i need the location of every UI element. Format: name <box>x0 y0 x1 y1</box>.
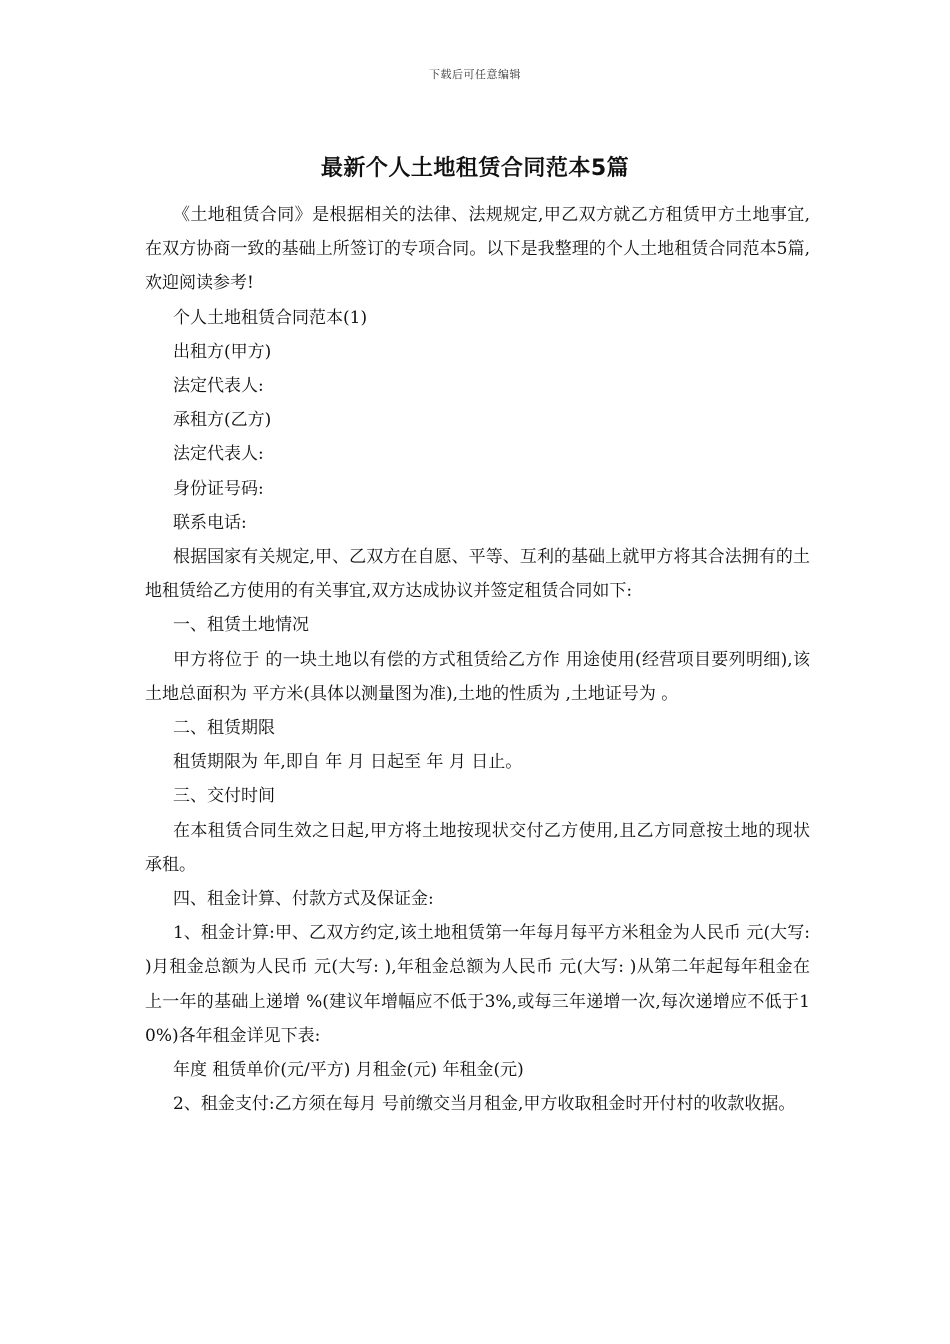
section-heading-delivery: 三、交付时间 <box>173 786 275 807</box>
lessor-line: 出租方(甲方) <box>173 341 272 362</box>
id-number-line: 身份证号码: <box>173 478 264 499</box>
agreement-preamble: 根据国家有关规定,甲、乙双方在自愿、平等、互利的基础上就甲方将其合法拥有的土地租赁给乙方使用的有关事宜,双方达成协议并签定租赁合同如下: <box>145 547 810 602</box>
land-description-paragraph: 甲方将位于 的一块土地以有偿的方式租赁给乙方作 用途使用(经营项目要列明细),该土地总面积为 平方米(具体以测量图为准),土地的性质为 ,土地证号为 。 <box>145 649 810 704</box>
delivery-paragraph: 在本租赁合同生效之日起,甲方将土地按现状交付乙方使用,且乙方同意按土地的现状承租。 <box>145 820 810 875</box>
page-header-note: 下载后可任意编辑 <box>429 68 521 81</box>
document-title: 最新个人土地租赁合同范本5篇 <box>320 156 630 181</box>
lessor-representative-line: 法定代表人: <box>173 376 264 397</box>
section-heading-land: 一、租赁土地情况 <box>173 615 309 636</box>
intro-paragraph: 《土地租赁合同》是根据相关的法律、法规规定,甲乙双方就乙方租赁甲方土地事宜,在双方协商一致的基础上所签订的专项合同。以下是我整理的个人土地租赁合同范本5篇,欢迎阅读参考! <box>145 205 810 294</box>
lessee-representative-line: 法定代表人: <box>173 444 264 465</box>
contract-heading: 个人土地租赁合同范本(1) <box>173 307 368 328</box>
term-paragraph: 租赁期限为 年,即自 年 月 日起至 年 月 日止。 <box>173 752 523 773</box>
phone-line: 联系电话: <box>173 512 247 533</box>
rent-payment-paragraph: 2、租金支付:乙方须在每月 号前缴交当月租金,甲方收取租金时开付村的收款收据。 <box>173 1094 796 1115</box>
document-body <box>145 198 810 1121</box>
rent-calculation-paragraph: 1、租金计算:甲、乙双方约定,该土地租赁第一年每月每平方米租金为人民币 元(大写: )月租金总额为人民币 元(大写: ),年租金总额为人民币 元(大写: )从第二年起每年租金在上一年的基础上递增 %(建议年增幅应不低于3%,或每三年递增一次,每次递增应不低于10%)各年租金详见下表: <box>145 923 810 1046</box>
rent-table-header: 年度 租赁单价(元/平方) 月租金(元) 年租金(元) <box>173 1060 524 1081</box>
lessee-line: 承租方(乙方) <box>173 410 272 431</box>
section-heading-term: 二、租赁期限 <box>173 718 275 739</box>
section-heading-rent: 四、租金计算、付款方式及保证金: <box>173 889 434 910</box>
